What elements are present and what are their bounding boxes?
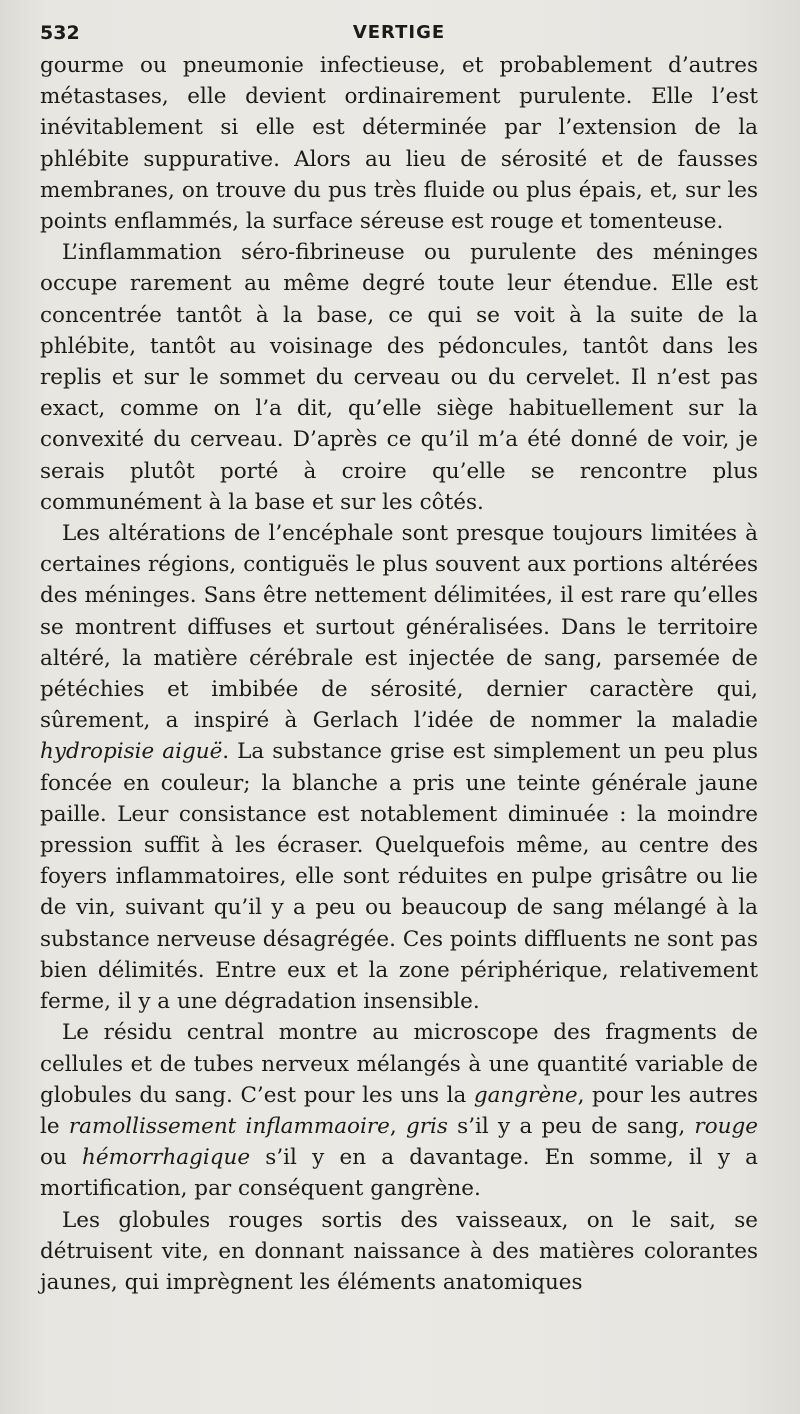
body-text [40,50,758,1298]
italic-term-rouge: rouge [694,1113,758,1139]
paragraph-5 [40,1205,758,1299]
paragraph-4 [40,1017,758,1204]
text-segment: s’il y en a davantage. En somme, il y a mortification, par conséquent gangrène. [40,1145,758,1202]
text-segment: s’il y a peu de sang, [447,1113,695,1139]
text-segment: L’inflammation séro-fibrineuse ou purulente des méninges occupe rarement au même degré toute leur étendue. Elle est concentrée tantôt à la base, ce qui se voit à la suite de la phlébite, tantôt au voisinage des pédoncules, tantôt dans les replis et sur le sommet du cerveau ou du cervelet. Il n’est pas exact, comme on l’a dit, qu’elle siège habituellement sur la convexité du cerveau. D’après ce qu’il m’a été donné de voir, je serais plutôt porté à croire qu’elle se rencontre plus communément à la base et sur les côtés. [40,240,758,515]
text-segment: . La substance grise est simplement un peu plus foncée en couleur; la blanche a pris une teinte générale jaune paille. Leur consistance est notablement diminuée : la moindre pression suffit à les écraser. Quelquefois même, au centre des foyers inflammatoires, elle sont réduites en pulpe grisâtre ou lie de vin, suivant qu’il y a peu ou beaucoup de sang mélangé à la substance nerveuse désagrégée. Ces points diffluents ne sont pas bien délimités. Entre eux et la zone périphérique, relativement ferme, il y a une dégradation insensible. [40,739,758,1015]
text-segment: , [389,1113,406,1139]
italic-term-hydropisie: hydropisie aiguë [40,739,223,765]
text-segment: Les altérations de l’encéphale sont presque toujours limitées à certaines régions, contiguës le plus souvent aux portions altérées des méninges. Sans être nettement délimitées, il est rare qu’elles se montrent diffuses et surtout généralisées. Dans le territoire altéré, la matière cérébrale est injectée de sang, parsemée de pétéchies et imbibée de sérosité, dernier caractère qui, sûrement, a inspiré à Gerlach l’idée de nommer la maladie [40,521,758,734]
running-title: VERTIGE [352,22,446,43]
text-segment: ou [40,1145,82,1171]
text-segment: gourme ou pneumonie infectieuse, et probablement d’autres métastases, elle devient ordinairement purulente. Elle l’est inévitablement si elle est déterminée par l’extension de la phlébite suppurative. Alors au lieu de sérosité et de fausses membranes, on trouve du pus très fluide ou plus épais, et, sur les points enflammés, la surface séreuse est rouge et tomenteuse. [40,53,758,235]
paragraph-1 [40,50,758,237]
italic-term-gris: gris [405,1113,448,1139]
text-segment: Les globules rouges sortis des vaisseaux, on le sait, se détruisent vite, en donnant naissance à des matières colorantes jaunes, qui imprègnent les éléments anatomiques [40,1207,758,1295]
italic-term-ramollissement: ramollissement inflammaoire [68,1113,390,1139]
paragraph-3 [40,518,758,1017]
page-number: 532 [40,22,80,44]
italic-term-hemorrhagique: hémorrhagique [82,1145,251,1171]
paragraph-2 [40,237,758,518]
running-head [40,18,758,50]
italic-term-gangrene: gangrène [473,1082,578,1108]
text-segment: Le résidu central montre au microscope des fragments de cellules et de tubes nerveux mélangés à une quantité variable de globules du sang. C’est pour les uns la [40,1020,758,1108]
text-segment: , pour les autres le [40,1082,758,1139]
